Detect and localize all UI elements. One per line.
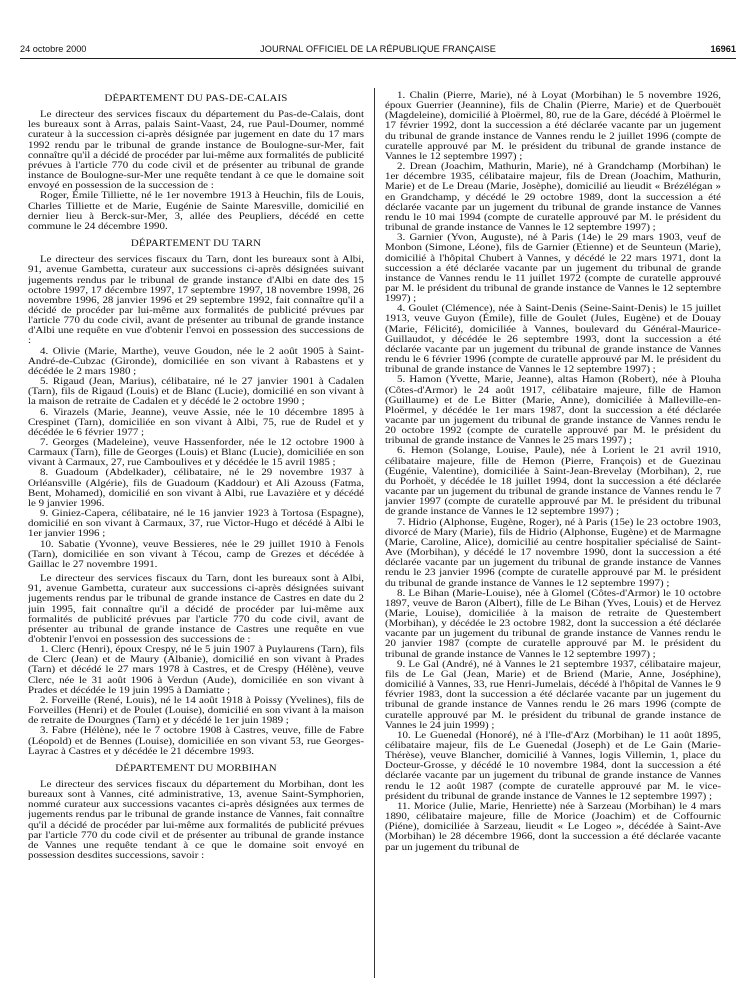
paragraph: Le directeur des services fiscaux du Tarn, dont les bureaux sont à Albi, 91, avenue Gambetta, curateur aux successions ci-après désignées suivant jugements rendus par le tribunal de grande instance de Castres en date du 2 juin 1995, fait connaître qu'il a décidé de procéder par lui-même aux formalités de publicité prévues par l'article 770 du code civil, avant de présenter au tribunal de grande instance de Castres une requête en vue d'obtenir l'envoi en possession des successions de : (28, 573, 364, 644)
right-column (385, 90, 721, 982)
list-item: 4. Olivie (Marie, Marthe), veuve Goudon, née le 2 août 1905 à Saint-André-de-Cubzac (Gironde), domiciliée en son vivant à Rabastens et y décédée le 2 mars 1980 ; (28, 345, 364, 376)
list-item: 6. Hemon (Solange, Louise, Paule), née à Lorient le 21 avril 1910, célibataire majeure, fille de Hemon (Pierre, François) et de Guezinau (Eugénie, Valentine), domiciliée à Saint-Jean-Brevelay (Morbihan), 2, rue du Porhoët, y décédée le 18 juillet 1994, dont la succession a été déclarée vacante par un jugement du tribunal de grande instance de Vannes rendu le 7 janvier 1997 (compte de curatelle approuvé par M. le président du tribunal de grande instance de Vannes le 12 septembre 1997) ; (385, 445, 721, 517)
list-item: 8. Le Bihan (Marie-Louise), née à Glomel (Côtes-d'Armor) le 10 octobre 1897, veuve de Baron (Albert), fille de Le Bihan (Yves, Louis) et de Hervez (Marie, Louise), domiciliée à la maison de retraite de Questembert (Morbihan), y décédée le 23 octobre 1982, dont la succession a été déclarée vacante par un jugement du tribunal de grande instance de Vannes rendu le 20 janvier 1987 (compte de curatelle approuvé par M. le président du tribunal de grande instance de Vannes le 12 septembre 1997) ; (385, 587, 721, 659)
list-item: 11. Morice (Julie, Marie, Henriette) née à Sarzeau (Morbihan) le 4 mars 1890, célibataire majeure, fille de Morice (Joachim) et de Coffournic (Piéne), domiciliée à Sarzeau, lieudit « Le Logeo », décédée à Saint-Ave (Morbihan) le 28 décembre 1966, dont la succession a été déclarée vacante par un jugement du tribunal de (385, 800, 721, 852)
header-journal-title: JOURNAL OFFICIEL DE LA RÉPUBLIQUE FRANÇAISE (260, 44, 496, 54)
page-header (20, 44, 736, 58)
list-item: 3. Garnier (Yvon, Auguste), né à Paris (14e) le 29 mars 1903, veuf de Monbon (Simone, Léone), fils de Garnier (Etienne) et de Seunteun (Marie), domicilié à l'hôpital Chubert à Vannes, y décédé le 22 mars 1971, dont la succession a été déclarée vacante par un jugement du tribunal de grande instance de Vannes rendu le 11 juillet 1972 (compte de curatelle approuvé par M. le président du tribunal de grande instance de Vannes le 12 septembre 1997) ; (385, 232, 721, 304)
section-title-pas-de-calais: DÉPARTEMENT DU PAS-DE-CALAIS (104, 93, 288, 103)
list-item: 5. Rigaud (Jean, Marius), célibataire, né le 27 janvier 1901 à Cadalen (Tarn), fils de Rigaud (Louis) et de Blanc (Lucie), domicilié en son vivant à la maison de retraite de Cadalen et y décédé le 2 octobre 1990 ; (28, 376, 364, 407)
list-item: 9. Le Gal (André), né à Vannes le 21 septembre 1937, célibataire majeur, fils de Le Gal (Jean, Marie) et de Briend (Marie, Anne, Joséphine), domicilié à Vannes, 33, rue Henri-Jumelais, décédé à l'hôpital de Vannes le 9 février 1983, dont la succession a été déclarée vacante par un jugement du tribunal de grande instance de Vannes rendu le 26 mars 1996 (compte de curatelle approuvé par M. le président du tribunal de grande instance de Vannes le 24 juin 1999) ; (385, 658, 721, 730)
list-item: 4. Goulet (Clémence), née à Saint-Denis (Seine-Saint-Denis) le 15 juillet 1913, veuve Guyon (Émile), fille de Goulet (Jules, Eugène) et de Douay (Marie, Félicité), domiciliée à Vannes, boulevard du Général-Maurice-Guillaudot, y décédée le 26 septembre 1993, dont la succession a été déclarée vacante par un jugement du tribunal de grande instance de Vannes rendu le 6 février 1996 (compte de curatelle approuvé par M. le président du tribunal de grande instance de Vannes le 12 septembre 1997) ; (385, 303, 721, 375)
paragraph: Le directeur des services fiscaux du département du Pas-de-Calais, dont les bureaux sont à Arras, palais Saint-Vaast, 24, rue Paul-Doumer, nommé curateur à la succession ci-après désignée par jugement en date du 17 mars 1992 rendu par le tribunal de grande instance de Boulogne-sur-Mer, fait connaître qu'il a décidé de procéder par lui-même aux formalités de publicité prévues à l'article 770 du code civil et de présenter au tribunal de grande instance de Boulogne-sur-Mer une requête tendant à ce que le domaine soit envoyé en possession de la succession de : (28, 109, 364, 191)
list-item: 9. Giniez-Capera, célibataire, né le 16 janvier 1923 à Tortosa (Espagne), domicilié en son vivant à Carmaux, 37, rue Victor-Hugo et décédé à Albi le 1er janvier 1996 ; (28, 508, 364, 539)
list-item: 7. Georges (Madeleine), veuve Hassenforder, née le 12 octobre 1900 à Carmaux (Tarn), fille de Georges (Louis) et Blanc (Lucie), domiciliée en son vivant à Carmaux, 27, rue Camboulives et y décédée le 15 avril 1985 ; (28, 437, 364, 468)
header-date: 24 octobre 2000 (20, 44, 87, 54)
list-item: 10. Le Guenedal (Honoré), né à l'Ile-d'Arz (Morbihan) le 11 août 1895, célibataire majeur, fils de Le Guenedal (Joseph) et de Le Gain (Marie-Thérèse), veuve Blancher, domicilié à Vannes, logis Villemin, 1, place du Docteur-Grosse, y décédé le 10 novembre 1984, dont la succession a été déclarée vacante par un jugement du tribunal de grande instance de Vannes rendu le 12 août 1987 (compte de curatelle approuvé par M. le vice-président du tribunal de grande instance de Vannes le 12 septembre 1997) ; (385, 729, 721, 801)
left-column (28, 90, 364, 982)
list-item: 3. Fabre (Hélène), née le 7 octobre 1908 à Castres, veuve, fille de Fabre (Léopold) et de Bennes (Louise), domiciliée en son vivant 53, rue Georges-Layrac à Castres et y décédée le 21 décembre 1993. (28, 725, 364, 756)
header-page-number: 16961 (710, 44, 736, 54)
list-item: 5. Hamon (Yvette, Marie, Jeanne), altas Hamon (Robert), née à Plouha (Côtes-d'Armor) le 24 août 1917, célibataire majeure, fille de Hamon (Guillaume) et de Le Bitter (Marie, Anne), domiciliée à Malleville-en-Ploërmel, y décédée le 1er mars 1987, dont la succession a été déclarée vacante par un jugement du tribunal de grande instance de Vannes rendu le 20 octobre 1992 (compte de curatelle approuvé par M. le président du tribunal de grande instance de Vannes le 25 mars 1997) ; (385, 374, 721, 446)
list-item: 8. Guadoum (Abdelkader), célibataire, né le 29 novembre 1937 à Orléansville (Algérie), fils de Guadoum (Kaddour) et Ali Azouss (Fatma, Bent, Mohamed), domicilié en son vivant à Albi, rue Lavazière et y décédé le 9 janvier 1996. (28, 467, 364, 508)
column-divider (374, 88, 375, 978)
list-item: 2. Drean (Joachim, Mathurin, Marie), né à Grandchamp (Morbihan) le 1er décembre 1935, célibataire majeur, fils de Drean (Joachim, Mathurin, Marie) et de Le Dreau (Marie, Josèphe), domicilié au lieudit « Brézélégan » en Grandchamp, y décédé le 29 octobre 1989, dont la succession a été déclarée vacante par un jugement du tribunal de grande instance de Vannes rendu le 10 mai 1994 (compte de curatelle approuvé par M. le président du tribunal de grande instance de Vannes le 12 septembre 1997) ; (385, 161, 721, 233)
list-item: 6. Virazels (Marie, Jeanne), veuve Assie, née le 10 décembre 1895 à Crespinet (Tarn), domiciliée en son vivant à Albi, 75, rue de Rudel et y décédée le 6 février 1977 ; (28, 406, 364, 437)
list-item: 7. Hidrio (Alphonse, Eugène, Roger), né à Paris (15e) le 23 octobre 1903, divorcé de Mary (Marie), fils de Hidrio (Alphonse, Eugène) et de Marmagne (Marie, Caroline, Alice), domicilié au centre hospitalier spécialisé de Saint-Ave (Morbihan), y décédé le 17 novembre 1990, dont la succession a été déclarée vacante par un jugement du tribunal de grande instance de Vannes rendu le 23 janvier 1996 (compte de curatelle approuvé par M. le président du tribunal de grande instance de Vannes le 12 septembre 1997) ; (385, 516, 721, 588)
list-item: 1. Clerc (Henri), époux Crespy, né le 5 juin 1907 à Puylaurens (Tarn), fils de Clerc (Jean) et de Maury (Albanie), domicilié en son vivant à Prades (Tarn) et décédé le 27 mars 1978 à Castres, et de Crespy (Hélène), veuve Clerc, née le 31 août 1906 à Verdun (Aude), domiciliée en son vivant à Prades et décédée le 19 juin 1995 à Damiatte ; (28, 644, 364, 695)
header-rule (20, 58, 736, 59)
list-item: 10. Sabatie (Yvonne), veuve Bessieres, née le 29 juillet 1910 à Fenols (Tarn), domiciliée en son vivant à Técou, camp de Grezes et décédée à Gaillac le 27 novembre 1991. (28, 538, 364, 569)
list-item: 1. Chalin (Pierre, Marie), né à Loyat (Morbihan) le 5 novembre 1926, époux Guerrier (Jeannine), fils de Chalin (Pierre, Marie) et de Querbouët (Magdeleine), domicilié à Ploërmel, 80, rue de la Gare, décédé à Ploërmel le 17 février 1992, dont la succession a été déclarée vacante par un jugement du tribunal de grande instance de Vannes rendu le 2 juillet 1996 (compte de curatelle approuvé par M. le président du tribunal de grande instance de Vannes le 12 septembre 1997) ; (385, 90, 721, 161)
paragraph: Roger, Émile Tilliette, né le 1er novembre 1913 à Heuchin, fils de Louis, Charles Tilliette et de Marie, Eugénie de Sainte Maresville, domicilié en dernier lieu à Berck-sur-Mer, 3, allée des Peupliers, décédé en cette commune le 24 décembre 1990. (28, 190, 364, 231)
paragraph: Le directeur des services fiscaux du département du Morbihan, dont les bureaux sont à Vannes, cité administrative, 13, avenue Saint-Symphorien, nommé curateur aux successions vacantes ci-après désignées aux termes de jugements rendus par le tribunal de grande instance de Vannes, fait connaître qu'il a décidé de procéder par lui-même aux formalités de publicité prévues par l'article 770 du code civil et de présenter au tribunal de grande instance de Vannes une requête tendant à ce que le domaine soit envoyé en possession desdites successions, savoir : (28, 779, 364, 861)
list-item: 2. Forveille (René, Louis), né le 14 août 1918 à Poissy (Yvelines), fils de Forveilles (Henri) et de Poulet (Louise), domicilié en son vivant à la maison de retraite de Dourgnes (Tarn) et y décédé le 1er juin 1989 ; (28, 694, 364, 726)
paragraph: Le directeur des services fiscaux du Tarn, dont les bureaux sont à Albi, 91, avenue Gambetta, curateur aux successions ci-après désignées suivant jugements rendus par le tribunal de grande instance d'Albi en date des 15 octobre 1997, 17 décembre 1997, 17 septembre 1997, 18 novembre 1998, 26 novembre 1996, 28 janvier 1996 et 29 septembre 1992, fait connaître qu'il a décidé de procéder par lui-même aux formalités de publicité prévues par l'article 770 du code civil, avant de présenter au tribunal de grande instance d'Albi une requête en vue d'obtenir l'envoi en possession des successions de : (28, 254, 364, 346)
section-title-tarn: DÉPARTEMENT DU TARN (130, 238, 262, 249)
section-title-morbihan: DÉPARTEMENT DU MORBIHAN (115, 762, 277, 773)
